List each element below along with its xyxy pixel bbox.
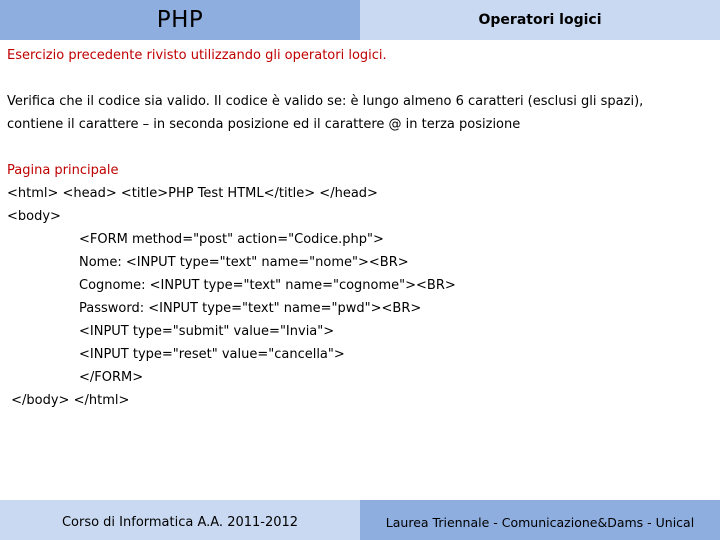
intro-text: Esercizio precedente rivisto utilizzando gli operatori logici. bbox=[7, 48, 387, 63]
code-line: </FORM> bbox=[79, 370, 144, 385]
description-line-2: contiene il carattere – in seconda posizione ed il carattere @ in terza posizione bbox=[7, 117, 521, 132]
footer-course-text: Corso di Informatica A.A. 2011-2012 bbox=[61, 514, 299, 530]
section-subtitle: Operatori logici bbox=[478, 12, 602, 28]
footer-degree-text: Laurea Triennale - Comunicazione&Dams - Unical bbox=[385, 514, 695, 530]
code-line: <FORM method="post" action="Codice.php"> bbox=[79, 232, 384, 247]
description-line-1: Verifica che il codice sia valido. Il codice è valido se: è lungo almeno 6 caratteri (esclusi gli spazi), bbox=[7, 94, 644, 109]
header-title-right bbox=[360, 0, 720, 40]
code-line: <INPUT type="reset" value="cancella"> bbox=[79, 347, 345, 362]
slide-content bbox=[7, 44, 713, 412]
code-line: Password: <INPUT type="text" name="pwd"><BR> bbox=[79, 301, 422, 316]
section-title: Pagina principale bbox=[7, 163, 119, 178]
page-title: PHP bbox=[156, 7, 204, 33]
code-line: <body> bbox=[7, 209, 61, 224]
header-title-left bbox=[0, 0, 360, 40]
code-line: </body> </html> bbox=[7, 393, 130, 408]
code-line: Cognome: <INPUT type="text" name="cognome"><BR> bbox=[79, 278, 456, 293]
code-line: <INPUT type="submit" value="Invia"> bbox=[79, 324, 335, 339]
spacer bbox=[7, 67, 713, 90]
code-line: <html> <head> <title>PHP Test HTML</title> </head> bbox=[7, 186, 378, 201]
footer-degree bbox=[360, 500, 720, 540]
code-line: Nome: <INPUT type="text" name="nome"><BR> bbox=[79, 255, 409, 270]
footer-course bbox=[0, 500, 360, 540]
spacer bbox=[7, 136, 713, 159]
